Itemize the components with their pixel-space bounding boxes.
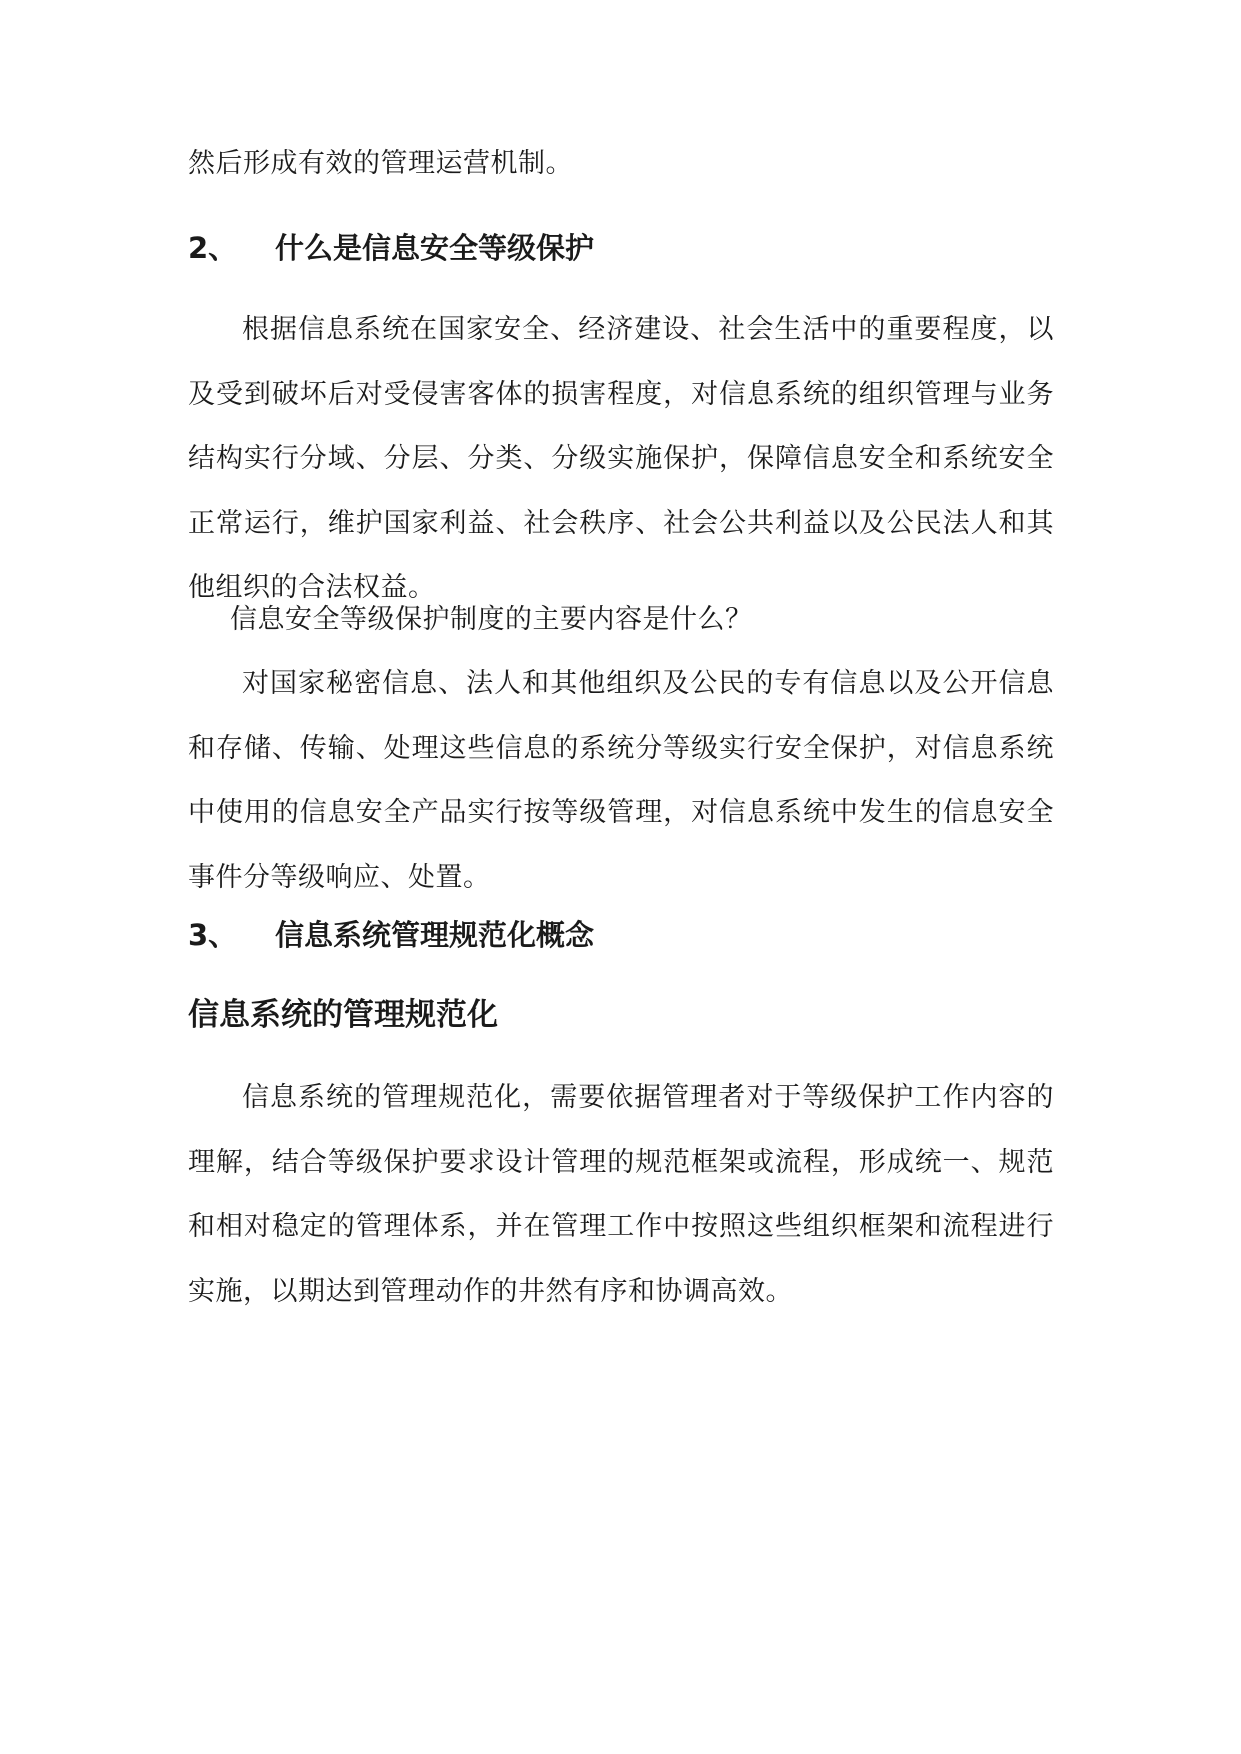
section-title: 信息系统管理规范化概念 <box>275 918 595 952</box>
continuation-text: 然后形成有效的管理运营机制。 <box>188 148 573 179</box>
subsection-heading: 信息系统的管理规范化 <box>188 997 498 1033</box>
body-paragraph: 对国家秘密信息、法人和其他组织及公民的专有信息以及公开信息和存储、传输、处理这些信息的系统分等级实行安全保护，对信息系统中使用的信息安全产品实行按等级管理，对信息系统中发生的信息安全事件分等级响应、处置。 <box>188 668 1054 893</box>
section-title: 什么是信息安全等级保护 <box>275 231 595 265</box>
section-number: 3、 <box>188 918 238 952</box>
body-paragraph: 根据信息系统在国家安全、经济建设、社会生活中的重要程度，以及受到破坏后对受侵害客体的损害程度，对信息系统的组织管理与业务结构实行分域、分层、分类、分级实施保护，保障信息安全和系统安全正常运行，维护国家利益、社会秩序、社会公共利益以及公民法人和其他组织的合法权益。 <box>188 314 1054 603</box>
section-number: 2、 <box>188 231 238 265</box>
section-heading-3 <box>188 915 594 955</box>
section-heading-2 <box>188 228 594 268</box>
body-paragraph: 信息系统的管理规范化，需要依据管理者对于等级保护工作内容的理解，结合等级保护要求设计管理的规范框架或流程，形成统一、规范和相对稳定的管理体系，并在管理工作中按照这些组织框架和流程进行实施，以期达到管理动作的井然有序和协调高效。 <box>188 1082 1054 1307</box>
question-text: 信息安全等级保护制度的主要内容是什么？ <box>230 604 753 635</box>
